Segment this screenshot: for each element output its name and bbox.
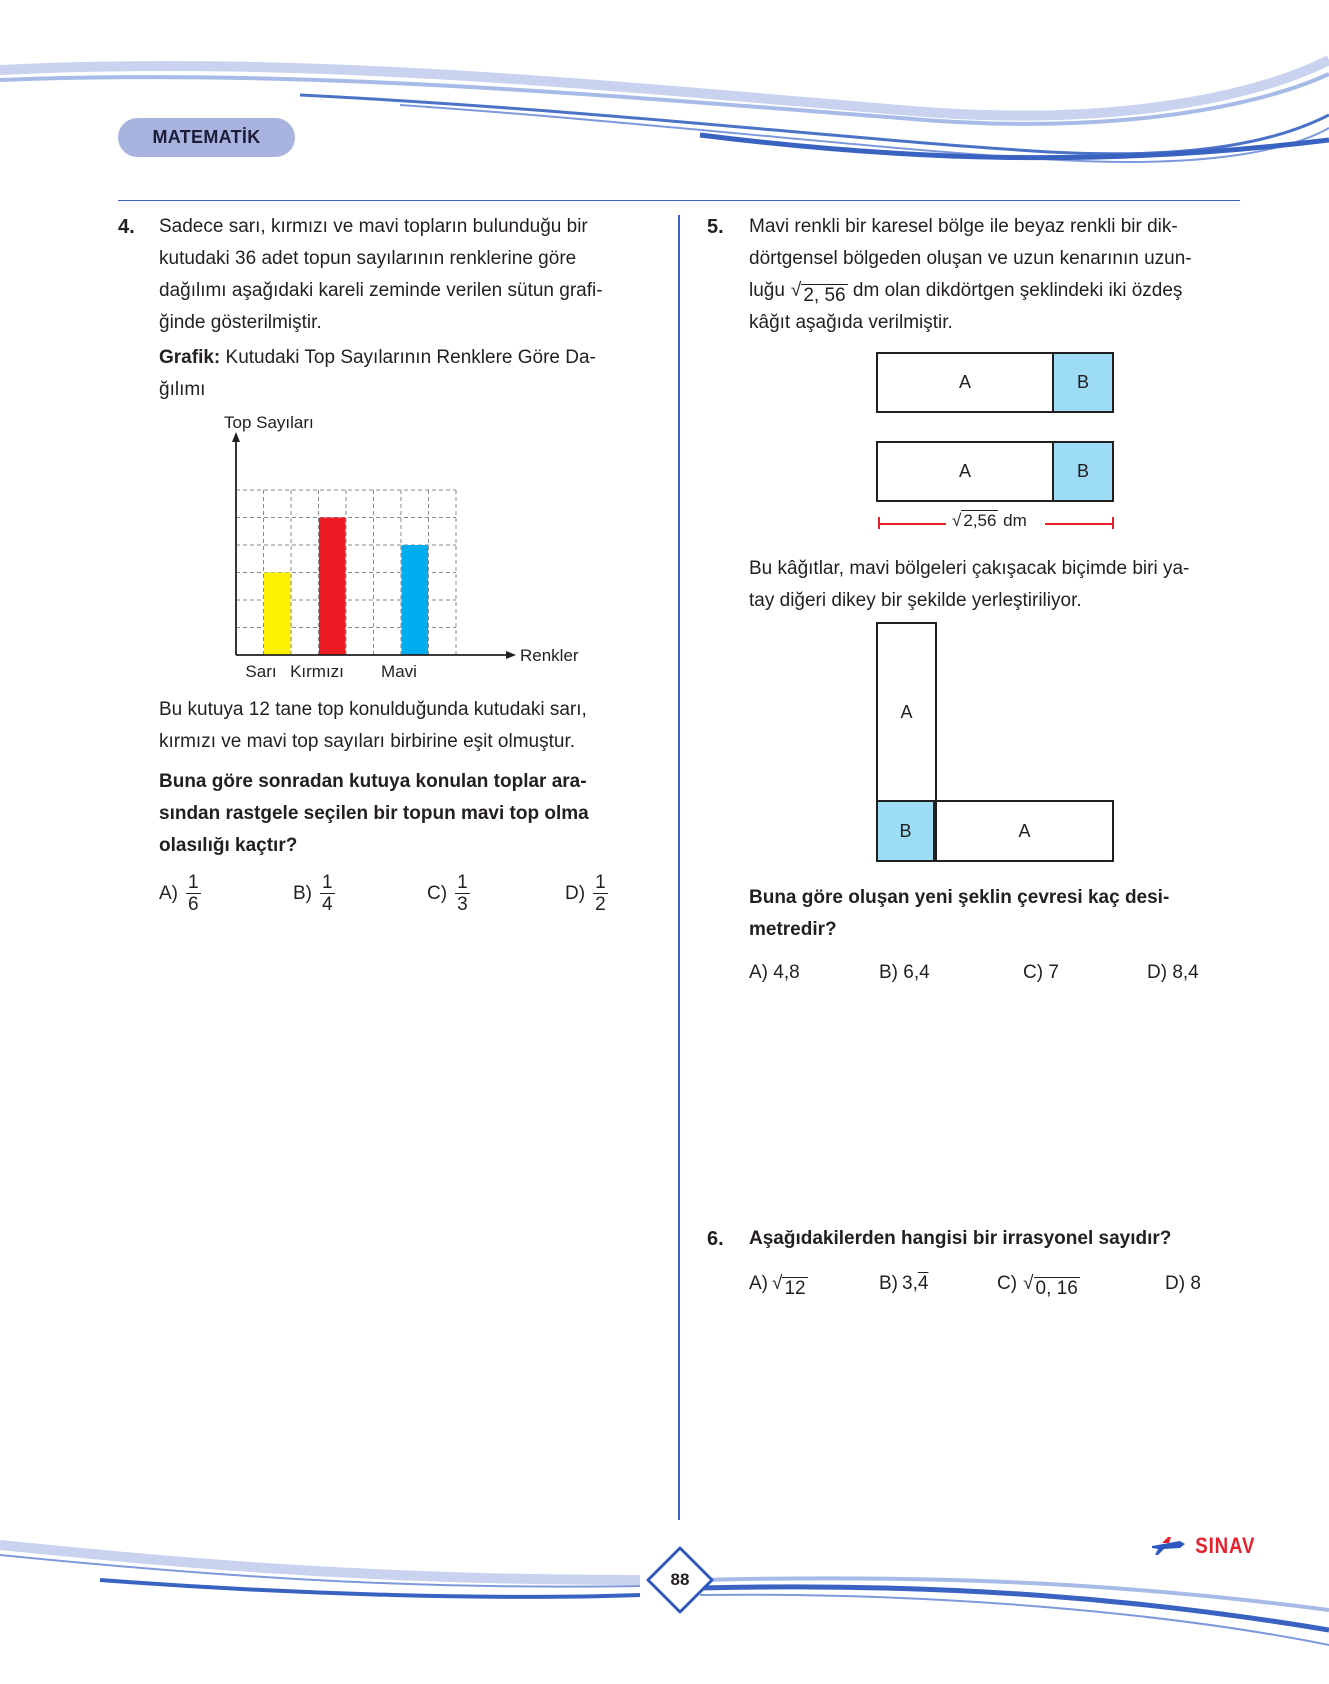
text-line: kâğıt aşağıda verilmiştir. — [749, 312, 953, 333]
text-line: Buna göre oluşan yeni şeklin çevresi kaç desi- — [749, 887, 1170, 908]
dimension-unit: dm — [998, 511, 1027, 530]
paper-2 — [876, 441, 1114, 502]
text-fragment: luğu — [749, 280, 785, 301]
question-5-prompt — [749, 882, 1249, 946]
radical-sign: √ — [952, 511, 962, 530]
paper-1-region-b: B — [1054, 354, 1112, 411]
fraction-denominator: 4 — [322, 894, 333, 915]
sqrt-expression — [952, 510, 998, 531]
sqrt-expression — [791, 275, 848, 307]
dimension-line — [878, 511, 1114, 534]
column-divider — [678, 215, 680, 1520]
fraction — [593, 872, 608, 915]
graph-caption-line: Kutudaki Top Sayılarının Renklere Göre Da- — [220, 347, 596, 368]
q5-option-a[interactable]: A) 4,8 — [749, 962, 800, 983]
option-label: C) — [427, 882, 448, 904]
fraction-denominator: 2 — [595, 894, 606, 915]
dimension-label — [952, 510, 1027, 531]
option-label: B) — [293, 882, 312, 904]
brand-logo — [1150, 1533, 1261, 1559]
chart-x-axis-label: Renkler — [520, 646, 579, 665]
text-line: Bu kutuya 12 tane top konulduğunda kutudaki sarı, — [159, 699, 587, 720]
bar-sarı — [264, 573, 291, 656]
option-label: A) — [159, 882, 178, 904]
bar-chart — [200, 405, 600, 685]
text-line: tay diğeri dikey bir şekilde yerleştiriliyor. — [749, 590, 1082, 611]
paper-2-region-a: A — [878, 443, 1054, 500]
fraction-numerator: 1 — [457, 872, 468, 893]
text-line: dörtgensel bölgeden oluşan ve uzun kenarının uzun- — [749, 248, 1192, 269]
question-5-text — [749, 211, 1249, 339]
question-6-prompt: Aşağıdakilerden hangisi bir irrasyonel sayıdır? — [749, 1228, 1172, 1249]
fraction-numerator: 1 — [595, 872, 606, 893]
q4-option-d[interactable] — [565, 872, 608, 915]
q4-option-c[interactable] — [427, 872, 470, 915]
text-line — [749, 275, 1249, 307]
q6-option-a[interactable] — [749, 1268, 808, 1300]
sqrt-expression — [772, 1268, 808, 1300]
fraction — [186, 872, 201, 915]
header-decoration — [0, 0, 1329, 200]
repeating-digit: 4 — [917, 1273, 929, 1294]
q5-option-c[interactable]: C) 7 — [1023, 962, 1059, 983]
q5-option-b[interactable]: B) 6,4 — [879, 962, 930, 983]
question-4-text — [159, 211, 649, 339]
brand-name: SINAV — [1195, 1533, 1256, 1558]
bar-kırmızı — [319, 518, 346, 656]
option-label: B) — [879, 1273, 898, 1294]
q5-option-d[interactable]: D) 8,4 — [1147, 962, 1199, 983]
fraction — [320, 872, 335, 915]
option-label: D) — [565, 882, 586, 904]
q4-option-a[interactable] — [159, 872, 201, 915]
option-label: A) — [749, 1273, 768, 1294]
radical-sign: √ — [1023, 1273, 1034, 1294]
radical-sign: √ — [790, 280, 802, 301]
text-line: dağılımı aşağıdaki kareli zeminde verilen sütun grafi- — [159, 280, 603, 301]
category-label: Kırmızı — [290, 662, 344, 681]
question-4-number: 4. — [118, 216, 135, 238]
overlap-region-b: B — [878, 802, 935, 860]
radicand: 12 — [784, 1278, 806, 1299]
integer-part: 3, — [902, 1273, 918, 1294]
sqrt-expression — [1023, 1268, 1080, 1300]
horizontal-region-a: A — [937, 802, 1112, 860]
vertical-region-a: A — [878, 624, 935, 800]
fraction-numerator: 1 — [322, 872, 333, 893]
text-line: Sadece sarı, kırmızı ve mavi topların bulunduğu bir — [159, 216, 588, 237]
text-line: metredir? — [749, 919, 837, 940]
text-line: olasılığı kaçtır? — [159, 835, 298, 856]
text-line: Mavi renkli bir karesel bölge ile beyaz renkli bir dik- — [749, 216, 1178, 237]
chart-y-arrow — [232, 432, 240, 442]
airplane-icon — [1150, 1535, 1186, 1557]
question-4-prompt — [159, 766, 649, 862]
question-5-arrangement-text — [749, 553, 1249, 617]
subject-badge: MATEMATİK — [118, 118, 295, 157]
text-line: sından rastgele seçilen bir topun mavi top olma — [159, 803, 589, 824]
fraction-denominator: 6 — [188, 894, 199, 915]
page-number: 88 — [670, 1570, 690, 1589]
text-line: kırmızı ve mavi top sayıları birbirine eşit olmuştur. — [159, 731, 576, 752]
text-line: Bu kâğıtlar, mavi bölgeleri çakışacak biçimde biri ya- — [749, 558, 1190, 579]
text-line: ğinde gösterilmiştir. — [159, 312, 322, 333]
chart-x-arrow — [506, 651, 516, 659]
graph-caption — [159, 342, 649, 406]
chart-y-axis-label: Top Sayıları — [224, 413, 314, 432]
paper-1 — [876, 352, 1114, 413]
q6-option-d[interactable]: D) 8 — [1165, 1273, 1201, 1294]
radicand: 2,56 — [963, 511, 997, 530]
text-line: Buna göre sonradan kutuya konulan toplar ara- — [159, 771, 587, 792]
radical-sign: √ — [772, 1273, 783, 1294]
paper-1-region-a: A — [878, 354, 1054, 411]
text-fragment: dm olan dikdörtgen şeklindeki iki özdeş — [847, 280, 1183, 301]
category-label: Mavi — [381, 662, 417, 681]
fraction — [455, 872, 470, 915]
question-4-context — [159, 694, 649, 758]
radicand: 2, 56 — [803, 285, 846, 306]
fraction-denominator: 3 — [457, 894, 468, 915]
category-label: Sarı — [245, 662, 277, 681]
bar-mavi — [402, 545, 429, 655]
question-5-number: 5. — [707, 216, 724, 238]
chart-category-labels — [245, 662, 417, 681]
fraction-numerator: 1 — [188, 872, 199, 893]
radicand: 0, 16 — [1035, 1278, 1078, 1299]
graph-caption-line: ğılımı — [159, 379, 206, 400]
question-6-number: 6. — [707, 1228, 724, 1250]
text-line: kutudaki 36 adet topun sayılarının renklerine göre — [159, 248, 577, 269]
header-rule — [118, 200, 1240, 201]
paper-2-region-b: B — [1054, 443, 1112, 500]
q6-option-c[interactable] — [997, 1268, 1080, 1300]
l-shape-figure — [876, 622, 1114, 862]
q4-option-b[interactable] — [293, 872, 335, 915]
option-label: C) — [997, 1273, 1018, 1294]
graph-label: Grafik: — [159, 347, 221, 368]
q6-option-b[interactable] — [879, 1268, 928, 1300]
chart-bars — [264, 518, 428, 656]
